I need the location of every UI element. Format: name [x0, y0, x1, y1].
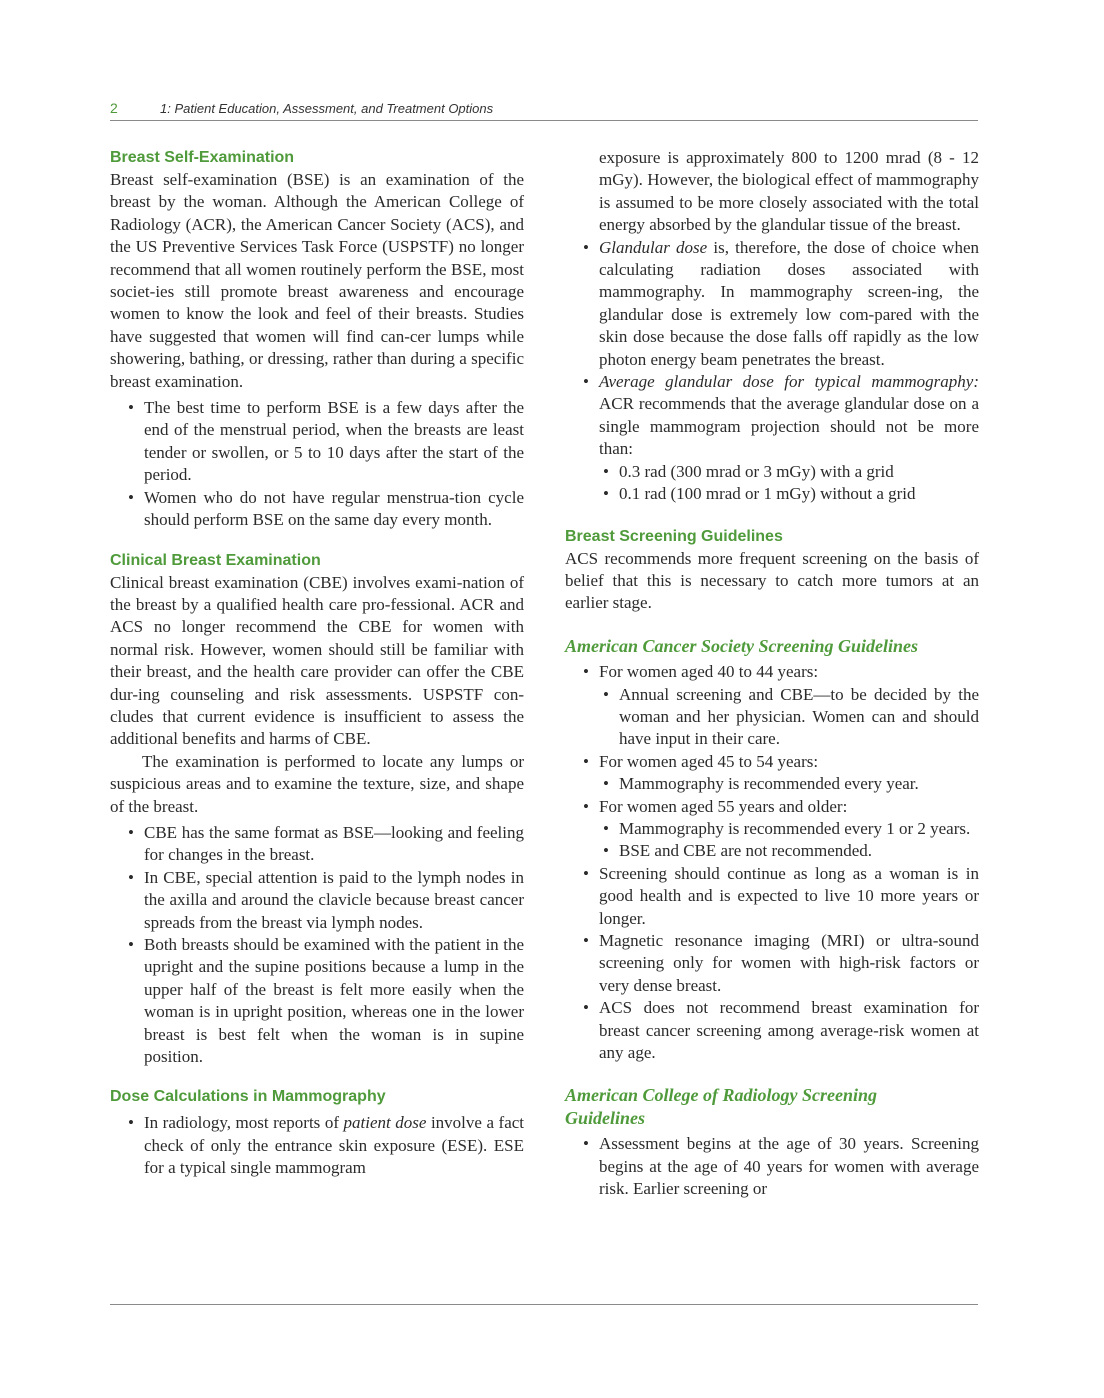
list-item: • Magnetic resonance imaging (MRI) or ultra-sound screening only for women with high-risk factors or very dense breast. — [599, 930, 979, 997]
list-item: • The best time to perform BSE is a few days after the end of the menstrual period, when the breasts are least tender or swollen, or 5 to 10 days after the start of the period. — [144, 397, 524, 487]
list-item: • 0.3 rad (300 mrad or 3 mGy) with a grid — [619, 461, 979, 483]
bse-paragraph: Breast self-examination (BSE) is an examination of the breast by the woman. Although the American College of Radiology (ACR), the American Cancer Society (ACS), and the US Preventive Services Task Force (USPSTF) no longer recommend that all women routinely perform the BSE, most societ-ies still promote breast awareness and encourage women to know the look and feel of their breasts. Studies have suggested that women will find can-cer lumps while showering, bathing, or dressing, rather than during a specific breast examination. — [110, 170, 524, 391]
list-item: • For women aged 40 to 44 years: • Annual screening and CBE—to be decided by the woman and her physician. Women can and should have input in their care. — [599, 661, 979, 751]
list-item: • Glandular dose is, therefore, the dose of choice when calculating radiation doses associated with mammography. In mammography screen-ing, the glandular dose is extremely low com-pared with the skin dose because the dose falls off rapidly as the low photon energy beam penetrates the breast. — [599, 237, 979, 371]
acr-bullet-list — [565, 1133, 979, 1200]
heading-acs-guidelines: American Cancer Society Screening Guidelines — [565, 635, 918, 656]
dose-bullet-list — [110, 1112, 524, 1179]
dose-bullet-continuation: exposure is approximately 800 to 1200 mrad (8 - 12 mGy). However, the biological effect of mammography is assumed to be more closely associated with the total energy absorbed by the glandular tissue of the breast. — [599, 148, 979, 235]
page-number: 2 — [110, 100, 118, 116]
screening-paragraph: ACS recommends more frequent screening on the basis of belief that this is necessary to catch more tumors at an earlier stage. — [565, 548, 979, 613]
list-item: • Mammography is recommended every 1 or 2 years. — [619, 818, 979, 840]
heading-acr-guidelines: American College of Radiology Screening Guidelines — [565, 1085, 877, 1128]
list-item: • Screening should continue as long as a woman is in good health and is expected to live 10 more years or longer. — [599, 863, 979, 930]
heading-clinical-breast-examination: Clinical Breast Examination — [110, 551, 321, 569]
acs-bullet-list — [565, 661, 979, 1064]
list-item: • Women who do not have regular menstrua-tion cycle should perform BSE on the same day every month. — [144, 487, 524, 532]
list-item: • Annual screening and CBE—to be decided by the woman and her physician. Women can and should have input in their care. — [619, 684, 979, 751]
right-column — [565, 147, 979, 1200]
list-item: • In radiology, most reports of patient dose involve a fact check of only the entrance skin exposure (ESE). ESE for a typical single mammogram — [144, 1112, 524, 1179]
cbe-paragraph-1: Clinical breast examination (CBE) involves exami-nation of the breast by a qualified health care pro-fessional. ACR and ACS no longer recommend the CBE for women with normal risk. However, women should still be familiar with their breast, and the health care provider can offer the CBE dur-ing counseling and risk assessments. USPSTF con-cludes that current evidence is insufficient to assess the additional benefits and harms of CBE. — [110, 572, 524, 749]
list-item: • For women aged 55 years and older: • Mammography is recommended every 1 or 2 years. • BSE and CBE are not recommended. — [599, 796, 979, 863]
heading-breast-self-examination: Breast Self-Examination — [110, 149, 295, 166]
cbe-paragraph-2: The examination is performed to locate any lumps or suspicious areas and to examine the texture, size, and shape of the breast. — [110, 751, 524, 816]
list-item: • CBE has the same format as BSE—looking and feeling for changes in the breast. — [144, 822, 524, 867]
list-item: • BSE and CBE are not recommended. — [619, 840, 979, 862]
bse-bullet-list — [110, 397, 524, 531]
list-item: • Mammography is recommended every year. — [619, 773, 979, 795]
dose-bullet-list-continued — [565, 237, 979, 506]
list-item: • ACS does not recommend breast examination for breast cancer screening among average-risk women at any age. — [599, 997, 979, 1064]
list-item: • In CBE, special attention is paid to the lymph nodes in the axilla and around the clavicle because breast cancer spreads from the breast via lymph nodes. — [144, 867, 524, 934]
left-column — [110, 147, 524, 1180]
list-item: • Both breasts should be examined with the patient in the upright and the supine positions because a lump in the upper half of the breast is felt more easily when the woman is in upright position, whereas one in the lower breast is best felt when the woman is in supine position. — [144, 934, 524, 1068]
bottom-rule — [110, 1304, 978, 1305]
list-item: • Assessment begins at the age of 30 years. Screening begins at the age of 40 years for women with average risk. Earlier screening or — [599, 1133, 979, 1200]
heading-dose-calculations: Dose Calculations in Mammography — [110, 1088, 386, 1106]
list-item: • For women aged 45 to 54 years: • Mammography is recommended every year. — [599, 751, 979, 796]
chapter-title: 1: Patient Education, Assessment, and Treatment Options — [160, 101, 494, 116]
list-item: • 0.1 rad (100 mrad or 1 mGy) without a grid — [619, 483, 979, 505]
cbe-bullet-list — [110, 822, 524, 1068]
heading-breast-screening-guidelines: Breast Screening Guidelines — [565, 527, 783, 545]
dose-sub-list — [599, 461, 979, 506]
list-item: • Average glandular dose for typical mammography: ACR recommends that the average glandular dose on a single mammogram projection should not be more than: • 0.3 rad (300 mrad or 3 mGy) with a grid • 0.1 rad (100 mrad or 1 mGy) without a grid — [599, 371, 979, 505]
running-header — [110, 100, 978, 121]
